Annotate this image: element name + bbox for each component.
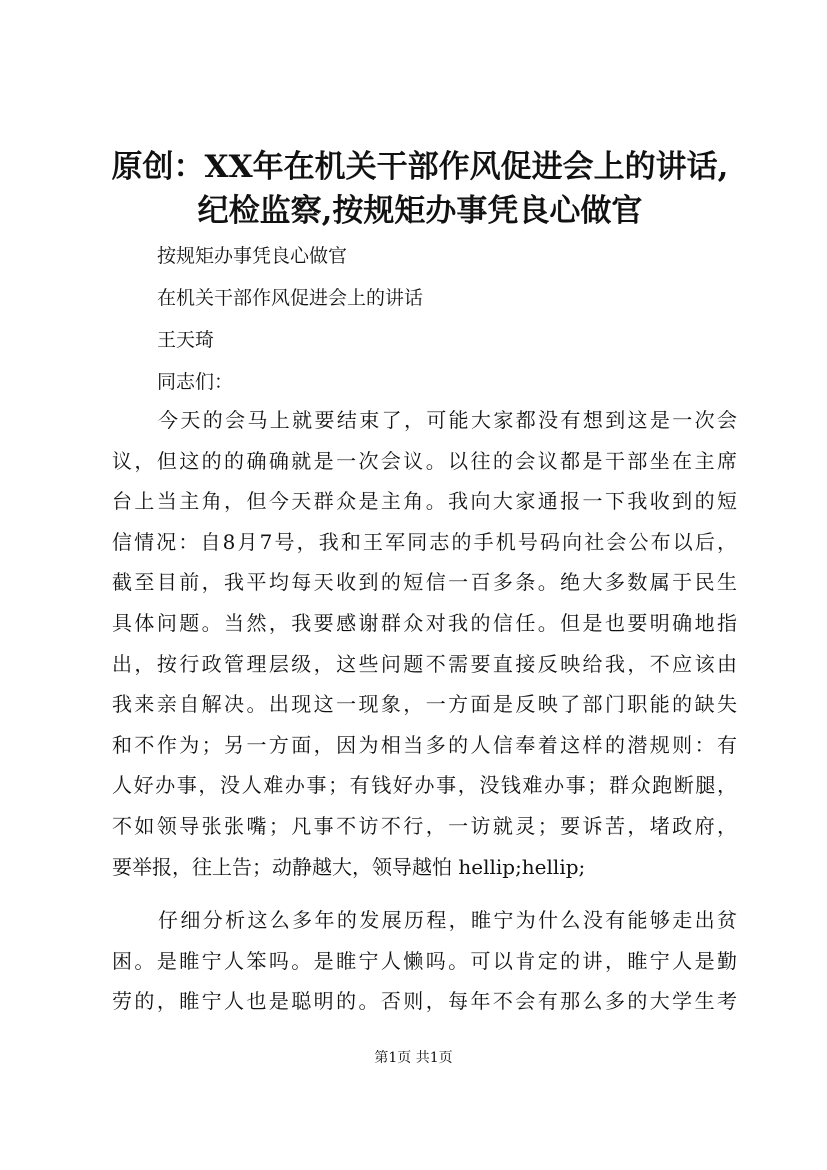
paragraph-line: 我来亲自解决。出现这一现象，一方面是反映了部门职能的缺失 xyxy=(112,692,737,717)
paragraph-line: 人好办事，没人难办事；有钱好办事，没钱难办事；群众跑断腿， xyxy=(112,773,737,798)
paragraph-line: 截至目前，我平均每天收到的短信一百多条。绝大多数属于民生 xyxy=(112,570,737,595)
paragraph-line: 要举报，往上告；动静越大，领导越怕 hellip;hellip; xyxy=(112,854,586,879)
paragraph-line: 困。是睢宁人笨吗。是睢宁人懒吗。可以肯定的讲，睢宁人是勤 xyxy=(112,948,737,973)
paragraph-line: 议，但这的的确确就是一次会议。以往的会议都是干部坐在主席 xyxy=(112,448,737,473)
title-line-1: 原创：XX年在机关干部作风促进会上的讲话, xyxy=(111,149,729,185)
paragraph-line: 不如领导张张嘴；凡事不访不行，一访就灵；要诉苦，堵政府， xyxy=(112,813,737,838)
author-name: 王天琦 xyxy=(157,329,215,351)
paragraph-line: 仔细分析这么多年的发展历程，睢宁为什么没有能够走出贫 xyxy=(158,908,737,932)
paragraph-line: 出，按行政管理层级，这些问题不需要直接反映给我，不应该由 xyxy=(112,651,737,676)
document-title xyxy=(100,145,740,233)
occasion-line: 在机关干部作风促进会上的讲话 xyxy=(157,287,424,309)
paragraph-line: 今天的会马上就要结束了，可能大家都没有想到这是一次会 xyxy=(158,408,737,432)
paragraph-2 xyxy=(112,900,737,1022)
page-number: 第1页 共1页 xyxy=(374,1050,453,1066)
paragraph-line: 信情况：自8月7号，我和王军同志的手机号码向社会公布以后， xyxy=(112,529,737,554)
salutation: 同志们： xyxy=(157,371,234,393)
paragraph-1 xyxy=(112,400,737,887)
paragraph-line: 劳的，睢宁人也是聪明的。否则，每年不会有那么多的大学生考 xyxy=(112,989,737,1014)
paragraph-line: 和不作为；另一方面，因为相当多的人信奉着这样的潜规则：有 xyxy=(112,732,737,757)
title-line-2: 纪检监察,按规矩办事凭良心做官 xyxy=(197,193,643,229)
paragraph-line: 具体问题。当然，我要感谢群众对我的信任。但是也要明确地指 xyxy=(112,610,737,635)
subtitle: 按规矩办事凭良心做官 xyxy=(157,245,348,267)
paragraph-line: 台上当主角，但今天群众是主角。我向大家通报一下我收到的短 xyxy=(112,489,737,514)
